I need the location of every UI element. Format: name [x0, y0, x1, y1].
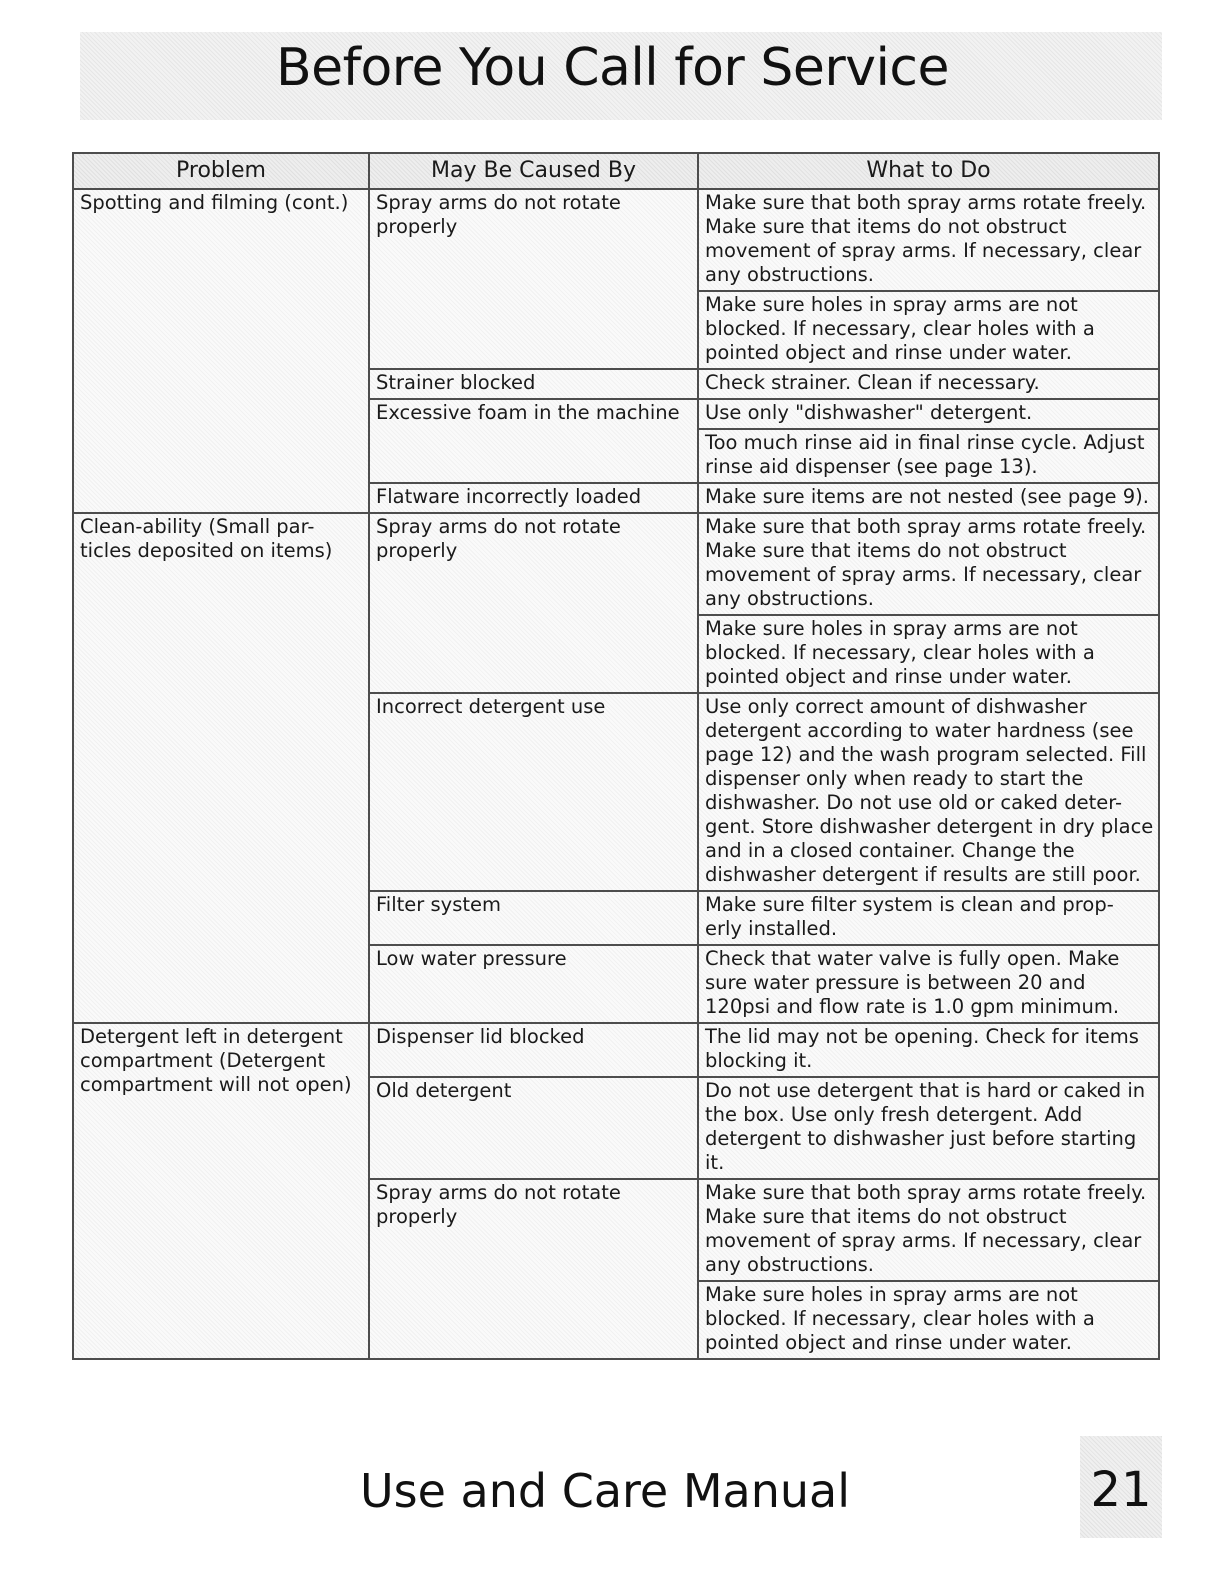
remedy-cell: Make sure holes in spray arms are not blocked. If necessary, clear holes with a pointed object and rinse under water.	[698, 1281, 1159, 1359]
problem-cell: Spotting and filming (cont.)	[73, 189, 369, 513]
cause-cell: Old detergent	[369, 1077, 698, 1179]
remedy-cell: Do not use detergent that is hard or caked in the box. Use only fresh detergent. Add detergent to dishwasher just before starting it.	[698, 1077, 1159, 1179]
cause-cell: Flatware incorrectly loaded	[369, 483, 698, 513]
manual-title: Use and Care Manual	[359, 1464, 850, 1518]
page-number: 21	[1090, 1462, 1152, 1518]
remedy-cell: Check that water valve is fully open. Make sure water pressure is between 20 and 120psi and flow rate is 1.0 gpm minimum.	[698, 945, 1159, 1023]
column-header-problem: Problem	[73, 153, 369, 189]
cause-cell: Dispenser lid blocked	[369, 1023, 698, 1077]
remedy-cell: Too much rinse aid in final rinse cycle. Adjust rinse aid dispenser (see page 13).	[698, 429, 1159, 483]
column-header-remedy: What to Do	[698, 153, 1159, 189]
page-title: Before You Call for Service	[275, 38, 949, 98]
cause-cell: Spray arms do not rotate properly	[369, 513, 698, 693]
remedy-cell: Make sure items are not nested (see page 9).	[698, 483, 1159, 513]
table-row	[73, 513, 1159, 615]
table-row	[73, 189, 1159, 291]
table-body	[73, 189, 1159, 1359]
remedy-cell: Check strainer. Clean if necessary.	[698, 369, 1159, 399]
remedy-cell: Use only correct amount of dishwasher detergent according to water hardness (see page 12) and the wash program selected. Fill dispenser only when ready to start the dishwasher. Do not use old or caked deter- gent. Store dishwasher detergent in dry place and in a closed container. Change the dishwasher detergent if results are still poor.	[698, 693, 1159, 891]
remedy-cell: The lid may not be opening. Check for items blocking it.	[698, 1023, 1159, 1077]
cause-cell: Excessive foam in the machine	[369, 399, 698, 483]
remedy-cell: Make sure holes in spray arms are not blocked. If necessary, clear holes with a pointed object and rinse under water.	[698, 615, 1159, 693]
table-row	[73, 1023, 1159, 1077]
column-header-cause: May Be Caused By	[369, 153, 698, 189]
problem-cell: Clean-ability (Small par- ticles deposited on items)	[73, 513, 369, 1023]
remedy-cell: Make sure that both spray arms rotate freely. Make sure that items do not obstruct movement of spray arms. If necessary, clear any obstructions.	[698, 189, 1159, 291]
cause-cell: Low water pressure	[369, 945, 698, 1023]
remedy-cell: Use only "dishwasher" detergent.	[698, 399, 1159, 429]
cause-cell: Filter system	[369, 891, 698, 945]
cause-cell: Strainer blocked	[369, 369, 698, 399]
problem-cell: Detergent left in detergent compartment (Detergent compartment will not open)	[73, 1023, 369, 1359]
troubleshooting-table	[72, 152, 1160, 1360]
cause-cell: Incorrect detergent use	[369, 693, 698, 891]
remedy-cell: Make sure filter system is clean and prop- erly installed.	[698, 891, 1159, 945]
table-header	[73, 153, 1159, 189]
remedy-cell: Make sure that both spray arms rotate freely. Make sure that items do not obstruct movement of spray arms. If necessary, clear any obstructions.	[698, 1179, 1159, 1281]
header-row	[73, 153, 1159, 189]
remedy-cell: Make sure holes in spray arms are not blocked. If necessary, clear holes with a pointed object and rinse under water.	[698, 291, 1159, 369]
remedy-cell: Make sure that both spray arms rotate freely. Make sure that items do not obstruct movement of spray arms. If necessary, clear any obstructions.	[698, 513, 1159, 615]
cause-cell: Spray arms do not rotate properly	[369, 189, 698, 369]
cause-cell: Spray arms do not rotate properly	[369, 1179, 698, 1359]
